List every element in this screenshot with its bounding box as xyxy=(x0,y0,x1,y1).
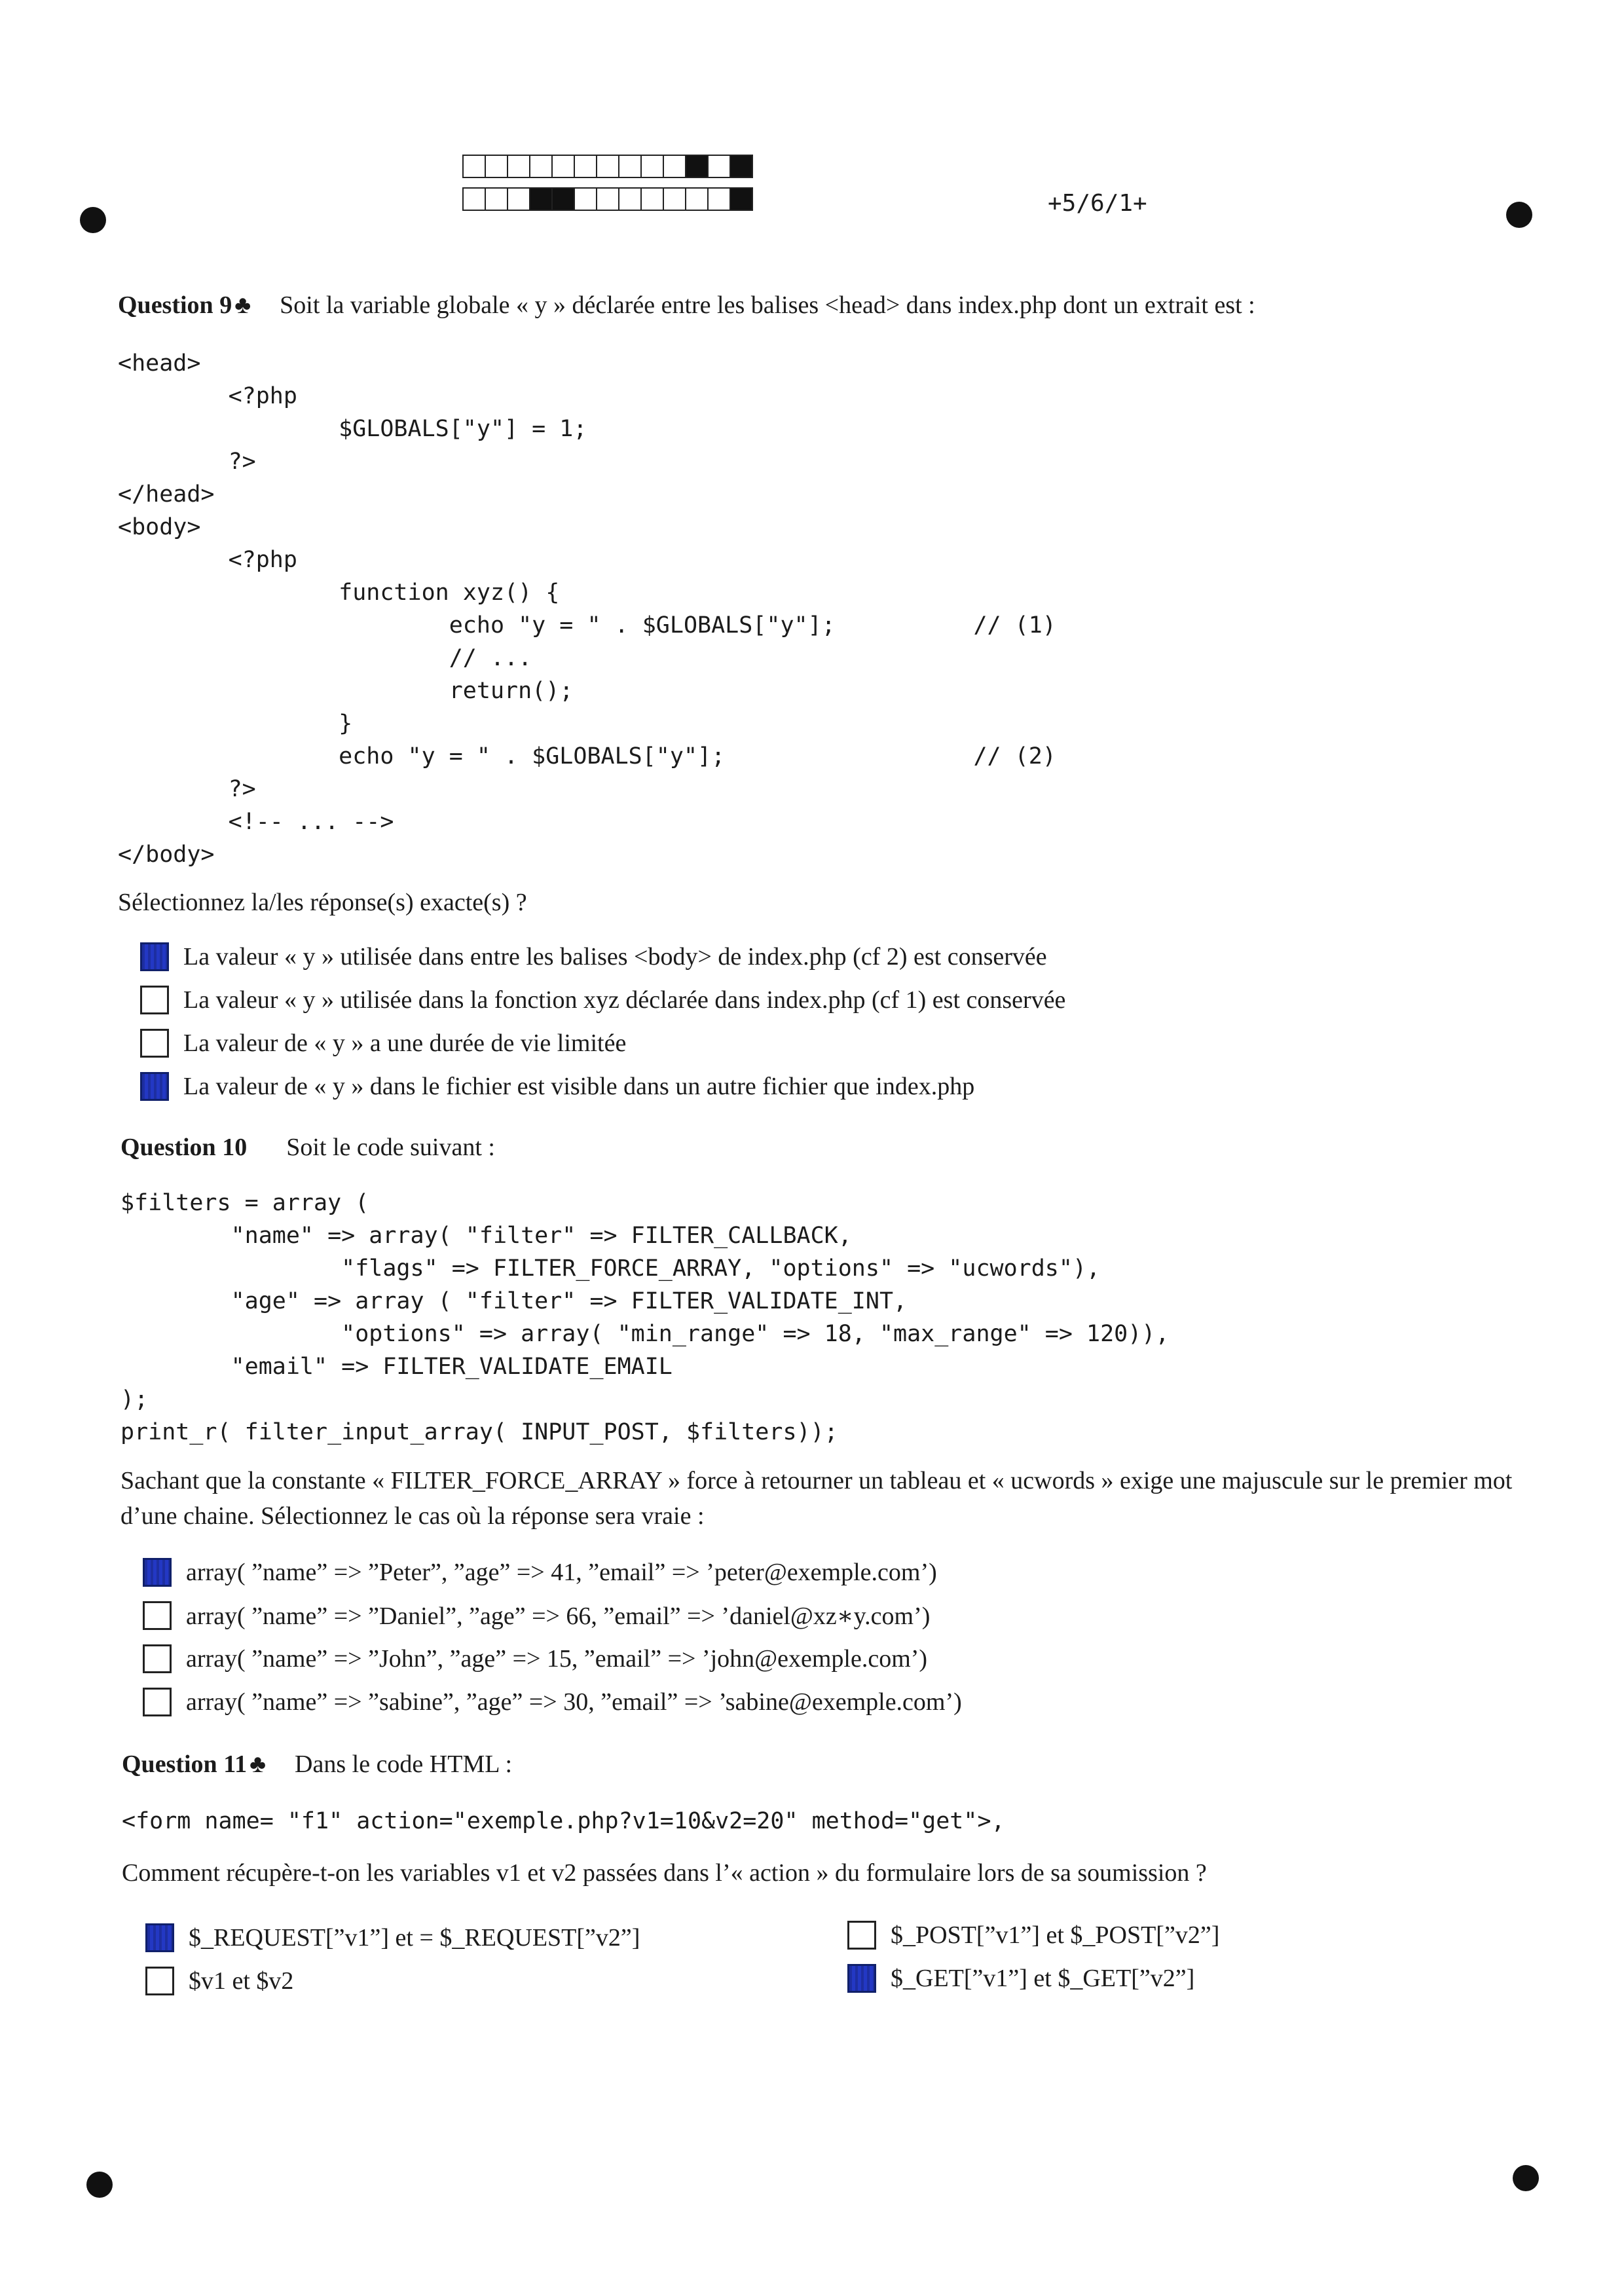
choice-label: $v1 et $v2 xyxy=(189,1967,294,1995)
barcode-cell xyxy=(596,155,619,178)
barcode-cell xyxy=(574,155,597,178)
question-10-text: Soit le code suivant : xyxy=(286,1134,495,1161)
question-10-choice-2[interactable] xyxy=(143,1594,962,1637)
barcode-cell xyxy=(507,155,530,178)
question-11-title: Question 11 xyxy=(122,1750,248,1778)
question-9-text: Soit la variable globale « y » déclarée entre les balises <head> dans index.php dont un extrait est : xyxy=(280,291,1255,319)
barcode-cell xyxy=(707,187,731,211)
choice-label: array( ”name” => ”sabine”, ”age” => 30, ”email” => ’sabine@exemple.com’) xyxy=(186,1688,962,1716)
choice-label: La valeur « y » utilisée dans entre les balises <body> de index.php (cf 2) est conservée xyxy=(183,943,1047,971)
question-11-choice-2[interactable] xyxy=(145,1959,640,2003)
choice-label: $_GET[”v1”] et $_GET[”v2”] xyxy=(891,1965,1195,1992)
barcode-cell xyxy=(529,155,553,178)
checkbox[interactable] xyxy=(143,1688,172,1716)
barcode-cell xyxy=(640,187,664,211)
page-code: +5/6/1+ xyxy=(1048,190,1147,217)
question-10-code: $filters = array ( "name" => array( "filter" => FILTER_CALLBACK, "flags" => FILTER_FORCE_ARRAY, "options" => "ucwords"), "age" => array ( "filter" => FILTER_VALIDATE_INT, "options" => array( "min_range" => 18, "max_range" => 120)), "email" => FILTER_VALIDATE_EMAIL ); print_r( filter_input_array( INPUT_POST, $filters)); xyxy=(120,1190,1170,1445)
club-icon: ♣ xyxy=(234,291,251,319)
barcode-row xyxy=(462,155,752,178)
question-10-choice-4[interactable] xyxy=(143,1680,962,1724)
barcode-cell xyxy=(485,155,508,178)
registration-mark-top-right xyxy=(1506,202,1532,228)
barcode-cell xyxy=(685,155,709,178)
choice-label: array( ”name” => ”Peter”, ”age” => 41, ”email” => ’peter@exemple.com’) xyxy=(186,1559,937,1586)
question-11-header xyxy=(122,1750,512,1779)
question-11-choices-right xyxy=(847,1914,1219,2000)
barcode-cell xyxy=(574,187,597,211)
checkbox[interactable] xyxy=(145,1967,174,1995)
choice-label: array( ”name” => ”John”, ”age” => 15, ”email” => ’john@exemple.com’) xyxy=(186,1645,928,1673)
checkbox[interactable] xyxy=(143,1558,172,1587)
question-9-prompt: Sélectionnez la/les réponse(s) exacte(s) ? xyxy=(118,889,527,916)
barcode-cell xyxy=(507,187,530,211)
barcode-cell xyxy=(485,187,508,211)
barcode-cell xyxy=(596,187,619,211)
barcode-cell xyxy=(551,155,575,178)
barcode-cell xyxy=(729,187,753,211)
checkbox[interactable] xyxy=(143,1644,172,1673)
question-10-prompt: Sachant que la constante « FILTER_FORCE_ARRAY » force à retourner un tableau et « ucwords » exige une majuscule sur le premier mot d’une chaine. Sélectionnez le cas où la réponse sera vraie : xyxy=(120,1467,1513,1530)
question-10-choice-1[interactable] xyxy=(143,1551,962,1594)
question-11-choice-1[interactable] xyxy=(145,1916,640,1959)
barcode-cell xyxy=(685,187,709,211)
question-9-code: <head> <?php $GLOBALS["y"] = 1; ?> </head> <body> <?php function xyz() { echo "y = " . $GLOBALS["y"]; // (1) // ... return(); } echo "y = " . $GLOBALS["y"]; // (2) ?> <!-- ... --> </body> xyxy=(118,350,1056,868)
choice-label: La valeur « y » utilisée dans la fonction xyz déclarée dans index.php (cf 1) est conservée xyxy=(183,986,1066,1014)
checkbox[interactable] xyxy=(143,1601,172,1630)
question-11-choices-left xyxy=(145,1916,640,2003)
checkbox[interactable] xyxy=(140,1029,169,1058)
checkbox[interactable] xyxy=(140,942,169,971)
checkbox[interactable] xyxy=(140,1072,169,1101)
barcode-cell xyxy=(663,187,686,211)
question-9-choice-2[interactable] xyxy=(140,978,1065,1022)
choice-label: $_REQUEST[”v1”] et = $_REQUEST[”v2”] xyxy=(189,1924,640,1952)
barcode-cell xyxy=(618,155,642,178)
question-11-text: Dans le code HTML : xyxy=(295,1750,513,1778)
choice-label: La valeur de « y » a une durée de vie limitée xyxy=(183,1029,627,1057)
barcode-cell xyxy=(663,155,686,178)
registration-mark-bottom-left xyxy=(86,2172,113,2198)
question-11-prompt: Comment récupère-t-on les variables v1 et v2 passées dans l’« action » du formulaire lors de sa soumission ? xyxy=(122,1859,1207,1887)
question-9-choices xyxy=(140,935,1065,1108)
barcode-cell xyxy=(529,187,553,211)
registration-mark-top-left xyxy=(80,207,106,233)
barcode-cell xyxy=(462,155,486,178)
question-11-choice-4[interactable] xyxy=(847,1957,1219,2000)
question-9-title: Question 9 xyxy=(118,291,232,319)
question-9-choice-4[interactable] xyxy=(140,1065,1065,1108)
choice-label: $_POST[”v1”] et $_POST[”v2”] xyxy=(891,1921,1220,1949)
barcode-cell xyxy=(618,187,642,211)
question-10-title: Question 10 xyxy=(120,1134,248,1161)
question-11-choice-3[interactable] xyxy=(847,1914,1219,1957)
checkbox[interactable] xyxy=(145,1923,174,1952)
registration-mark-bottom-right xyxy=(1513,2165,1539,2191)
barcode-cell xyxy=(640,155,664,178)
checkbox[interactable] xyxy=(847,1964,876,1993)
question-10-choices xyxy=(143,1551,962,1724)
barcode-cell xyxy=(729,155,753,178)
barcode-cell xyxy=(551,187,575,211)
choice-label: La valeur de « y » dans le fichier est visible dans un autre fichier que index.php xyxy=(183,1073,975,1100)
question-10-choice-3[interactable] xyxy=(143,1637,962,1680)
barcode-cell xyxy=(462,187,486,211)
question-9-choice-3[interactable] xyxy=(140,1022,1065,1065)
checkbox[interactable] xyxy=(847,1921,876,1950)
choice-label: array( ”name” => ”Daniel”, ”age” => 66, ”email” => ’daniel@xz∗y.com’) xyxy=(186,1602,931,1630)
question-11-code: <form name= "f1" action="exemple.php?v1=10&v2=20" method="get">, xyxy=(122,1808,1005,1834)
checkbox[interactable] xyxy=(140,986,169,1014)
club-icon: ♣ xyxy=(249,1750,267,1778)
question-9-header xyxy=(118,291,1255,320)
barcode-cell xyxy=(707,155,731,178)
barcode-row xyxy=(462,187,752,211)
question-10-header xyxy=(120,1133,495,1162)
question-9-choice-1[interactable] xyxy=(140,935,1065,978)
